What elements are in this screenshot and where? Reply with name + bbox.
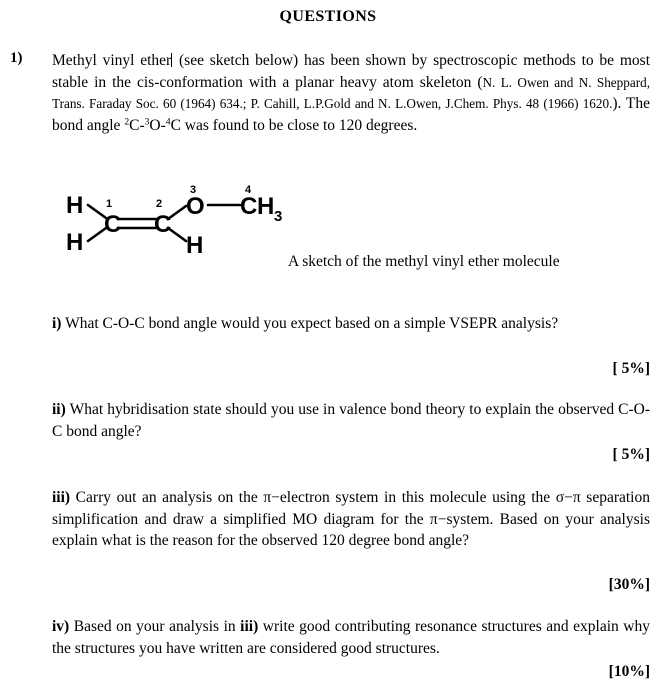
question-1-text-part2: (see sketch below) has been shown by spectroscopic methods to be most stable in the cis-conformation with a planar heavy atom skeleton ( bbox=[52, 52, 650, 91]
question-1-text bbox=[52, 50, 650, 136]
subquestion-iv-marks: [10%] bbox=[608, 663, 650, 680]
molecule-diagram bbox=[60, 183, 290, 268]
subquestion-iv-reference: iii) bbox=[240, 618, 259, 635]
bond-angle-carbon-2: C bbox=[170, 116, 181, 134]
question-1-text-part4: was found to be close to 120 degrees. bbox=[180, 116, 418, 134]
atom-label-c1: C bbox=[104, 211, 122, 238]
atom-number-4-superscript: 4 bbox=[165, 116, 171, 128]
atom-number-3-superscript: 3 bbox=[144, 116, 150, 128]
subquestion-i bbox=[52, 313, 650, 335]
atom-number-4: 4 bbox=[245, 184, 252, 196]
subquestion-iv-label: iv) bbox=[52, 618, 70, 635]
subquestion-iii-label: iii) bbox=[52, 489, 71, 506]
subquestion-ii-text: What hybridisation state should you use in valence bond theory to explain the observed C-O-C bond angle? bbox=[52, 401, 650, 440]
subquestion-ii-label: ii) bbox=[52, 401, 66, 418]
subquestion-iii-marks: [30%] bbox=[608, 576, 650, 593]
atom-label-h-bottom-right: H bbox=[186, 232, 204, 259]
bond-angle-oxygen: O- bbox=[149, 116, 166, 134]
subquestion-i-marks: [ 5%] bbox=[612, 360, 650, 377]
question-1-citation: N. L. Owen and N. Sheppard, Trans. Faraday Soc. 60 (1964) 634.; P. Cahill, L.P.Gold and N. L.Owen, J.Chem. Phys. 48 (1966) 1620. bbox=[52, 74, 650, 111]
subquestion-i-label: i) bbox=[52, 315, 62, 332]
subquestion-iv-text-part2: write good contributing resonance structures and explain why the structures you have written are considered good structures. bbox=[52, 618, 651, 657]
atom-number-3: 3 bbox=[190, 184, 197, 196]
atom-number-1: 1 bbox=[106, 198, 113, 210]
question-1-text-part1: Methyl vinyl ether bbox=[52, 52, 172, 69]
subquestion-iii-text: Carry out an analysis on the π−electron system in this molecule using the σ−π separation simplification and draw a simplified MO diagram for the π−system. Based on your analysis explain what is the reason for the observed 120 degree bond angle? bbox=[52, 489, 650, 549]
atom-label-methyl-h: H bbox=[257, 193, 275, 220]
atom-label-methyl-c: C bbox=[240, 193, 258, 220]
bond-angle-carbon-1: C- bbox=[129, 116, 145, 134]
subquestion-i-text: What C-O-C bond angle would you expect based on a simple VSEPR analysis? bbox=[61, 315, 559, 332]
page-title: QUESTIONS bbox=[279, 8, 377, 25]
atom-label-o3: O bbox=[186, 193, 205, 220]
atom-label-c2: C bbox=[154, 211, 172, 238]
atom-number-2-superscript: 2 bbox=[124, 116, 130, 128]
molecule-atom-labels bbox=[66, 192, 274, 259]
subquestion-ii bbox=[52, 399, 650, 442]
atom-label-h-top-left: H bbox=[66, 192, 84, 219]
question-1-text-part3: ). The bond angle bbox=[52, 95, 650, 134]
atom-label-h-bottom-left: H bbox=[66, 229, 84, 256]
molecule-caption: A sketch of the methyl vinyl ether molecule bbox=[288, 253, 560, 270]
question-1-marker: 1) bbox=[10, 50, 23, 66]
subquestion-ii-marks: [ 5%] bbox=[612, 446, 650, 463]
subquestion-iv bbox=[52, 616, 650, 659]
methyl-hydrogen-count: 3 bbox=[274, 208, 283, 225]
subquestion-iii bbox=[52, 487, 650, 552]
subquestion-iv-text-part1: Based on your analysis in bbox=[69, 618, 241, 635]
question-1-block bbox=[10, 50, 650, 136]
atom-number-2: 2 bbox=[156, 198, 163, 210]
